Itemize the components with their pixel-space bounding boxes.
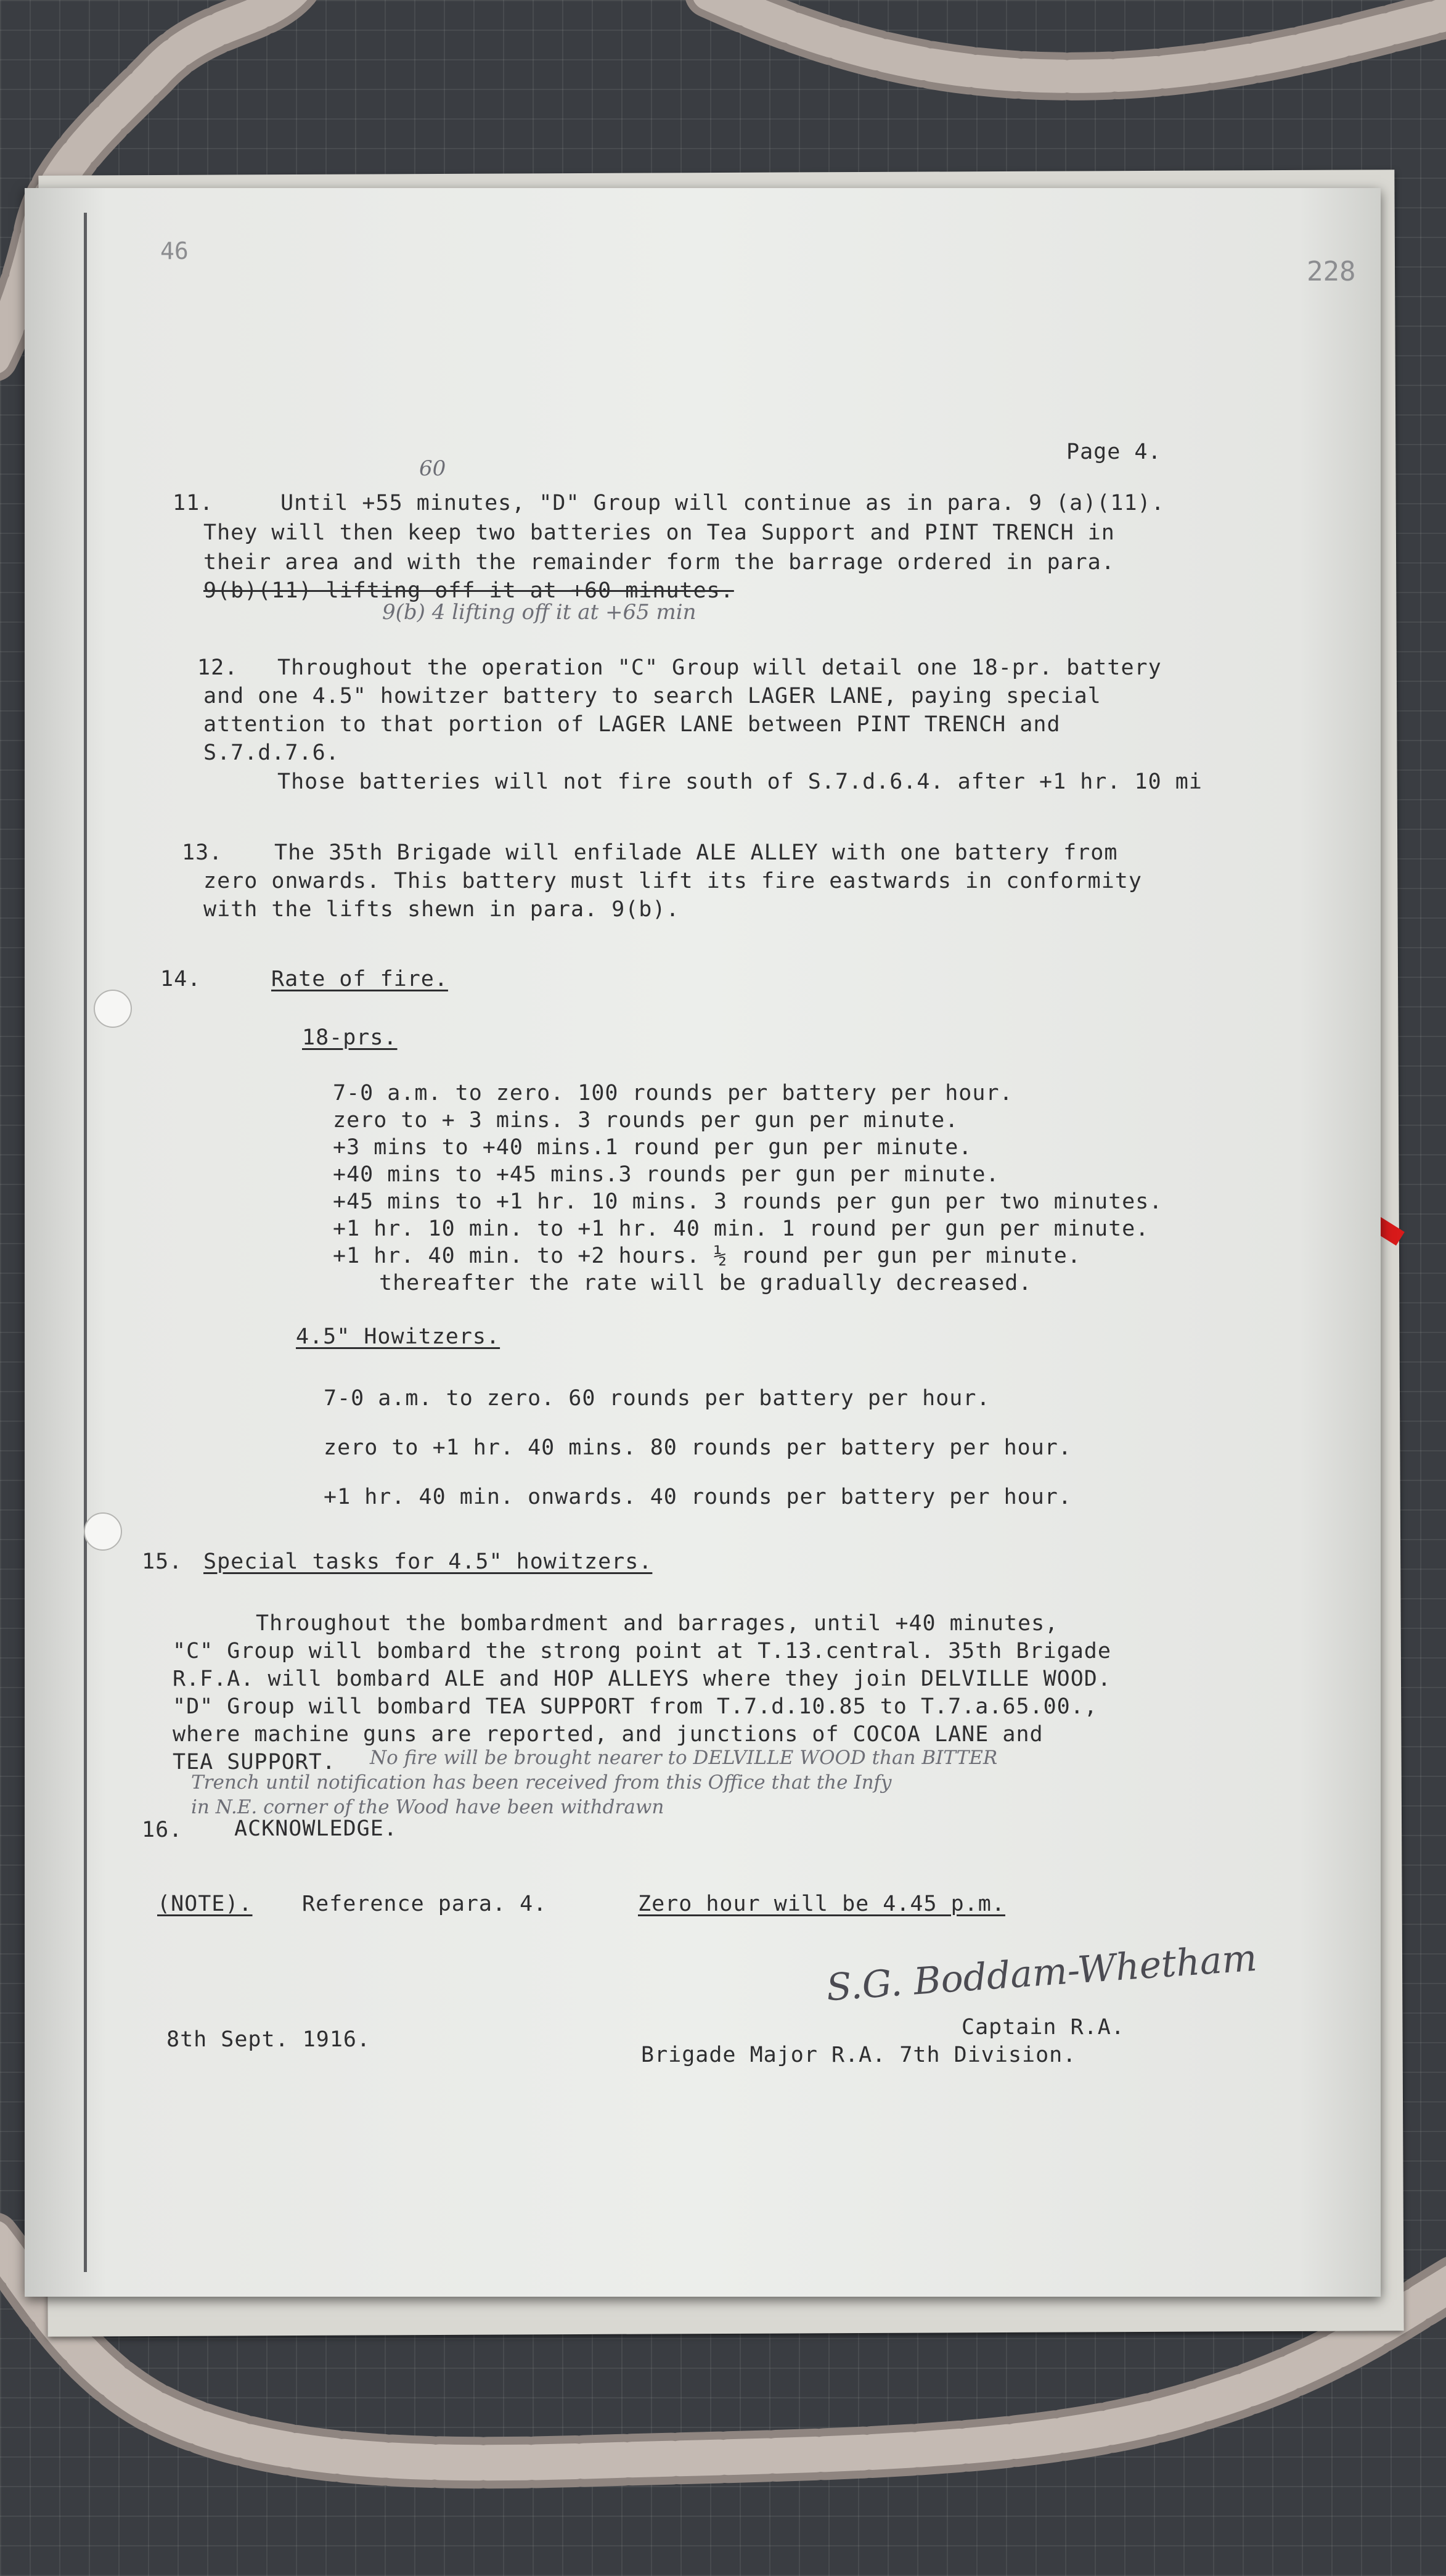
subsection-title: 4.5" Howitzers. [296,1324,500,1349]
rate-row: +3 mins to +40 mins.1 round per gun per minute. [333,1135,973,1160]
para12-line: Throughout the operation "C" Group will detail one 18-pr. battery [277,655,1162,680]
rate-row: zero to +1 hr. 40 mins. 80 rounds per battery per hour. [324,1435,1072,1460]
rate-row: 7-0 a.m. to zero. 100 rounds per battery per hour. [333,1081,1013,1105]
rate-row: zero to + 3 mins. 3 rounds per gun per minute. [333,1108,959,1133]
rate-row: +45 mins to +1 hr. 10 mins. 3 rounds per gun per two minutes. [333,1189,1163,1214]
para-number: 11. [173,491,214,515]
subsection-title: 18-prs. [302,1025,398,1050]
section-title: Rate of fire. [271,967,448,991]
margin-edge-line [84,213,87,2272]
para-number: 15. [142,1549,183,1574]
pencil-annotation: Trench until notification has been received from this Office that the Infy [191,1771,892,1794]
archive-number-left: 46 [160,237,189,265]
section-title: Special tasks for 4.5" howitzers. [203,1549,653,1574]
punch-hole [84,1512,122,1551]
para11-line: 9(b)(11) lifting off it at +60 minutes. [203,578,734,603]
pencil-note: 9(b) 4 lifting off it at +65 min [382,600,696,625]
pencil-annotation: in N.E. corner of the Wood have been withdrawn [191,1796,664,1818]
rate-row: +1 hr. 40 min. onwards. 40 rounds per battery per hour. [324,1485,1072,1509]
punch-hole [94,990,132,1028]
para-number: 14. [160,967,202,991]
note-label: (NOTE). [157,1892,253,1916]
para12-line: attention to that portion of LAGER LANE between PINT TRENCH and [203,712,1061,737]
para13-line: The 35th Brigade will enfilade ALE ALLEY with one battery from [274,840,1118,865]
signatory-rank: Captain R.A. [962,2015,1125,2040]
page-heading: Page 4. [1066,440,1162,464]
para11-line: their area and with the remainder form the barrage ordered in para. [203,550,1115,575]
para12-line: S.7.d.7.6. [203,740,340,765]
para15-line: TEA SUPPORT. [173,1750,336,1774]
para15-line: Throughout the bombardment and barrages, until +40 minutes, [256,1611,1059,1636]
rate-row: thereafter the rate will be gradually decreased. [379,1271,1032,1295]
zero-hour-text: Zero hour will be 4.45 p.m. [638,1892,1005,1916]
para13-line: with the lifts shewn in para. 9(b). [203,897,680,922]
handwritten-signature: S.G. Boddam-Whetham [825,1936,1259,2010]
para12-line: and one 4.5" howitzer battery to search LAGER LANE, paying special [203,684,1101,708]
pencil-annotation: No fire will be brought nearer to DELVILLE WOOD than BITTER [370,1747,998,1769]
pencil-correction: 60 [419,456,446,481]
archive-number-right: 228 [1307,256,1356,287]
signatory-appointment: Brigade Major R.A. 7th Division. [641,2043,1077,2067]
para-number: 16. [142,1818,183,1842]
rate-row: 7-0 a.m. to zero. 60 rounds per battery per hour. [324,1386,991,1411]
para15-line: where machine guns are reported, and junctions of COCOA LANE and [173,1722,1044,1747]
para15-line: R.F.A. will bombard ALE and HOP ALLEYS where they join DELVILLE WOOD. [173,1667,1111,1691]
rate-row: +1 hr. 40 min. to +2 hours. ½ round per gun per minute. [333,1244,1081,1268]
para15-line: "C" Group will bombard the strong point at T.13.central. 35th Brigade [173,1639,1111,1663]
rate-row: +1 hr. 10 min. to +1 hr. 40 min. 1 round per gun per minute. [333,1216,1150,1241]
para11-line: They will then keep two batteries on Tea Support and PINT TRENCH in [203,520,1115,545]
rate-row: +40 mins to +45 mins.3 rounds per gun per minute. [333,1162,1000,1187]
para12-line: Those batteries will not fire south of S.7.d.6.4. after +1 hr. 10 mi [277,769,1203,794]
para15-line: "D" Group will bombard TEA SUPPORT from T.7.d.10.85 to T.7.a.65.00., [173,1694,1098,1719]
note-text: Reference para. 4. [302,1892,547,1916]
para-number: 13. [182,840,223,865]
para13-line: zero onwards. This battery must lift its fire eastwards in conformity [203,869,1142,893]
para-number: 12. [197,655,239,680]
acknowledge-text: ACKNOWLEDGE. [234,1816,398,1841]
document-date: 8th Sept. 1916. [166,2027,371,2052]
para11-line: Until +55 minutes, "D" Group will continue as in para. 9 (a)(11). [280,491,1165,515]
document-page [25,188,1381,2297]
